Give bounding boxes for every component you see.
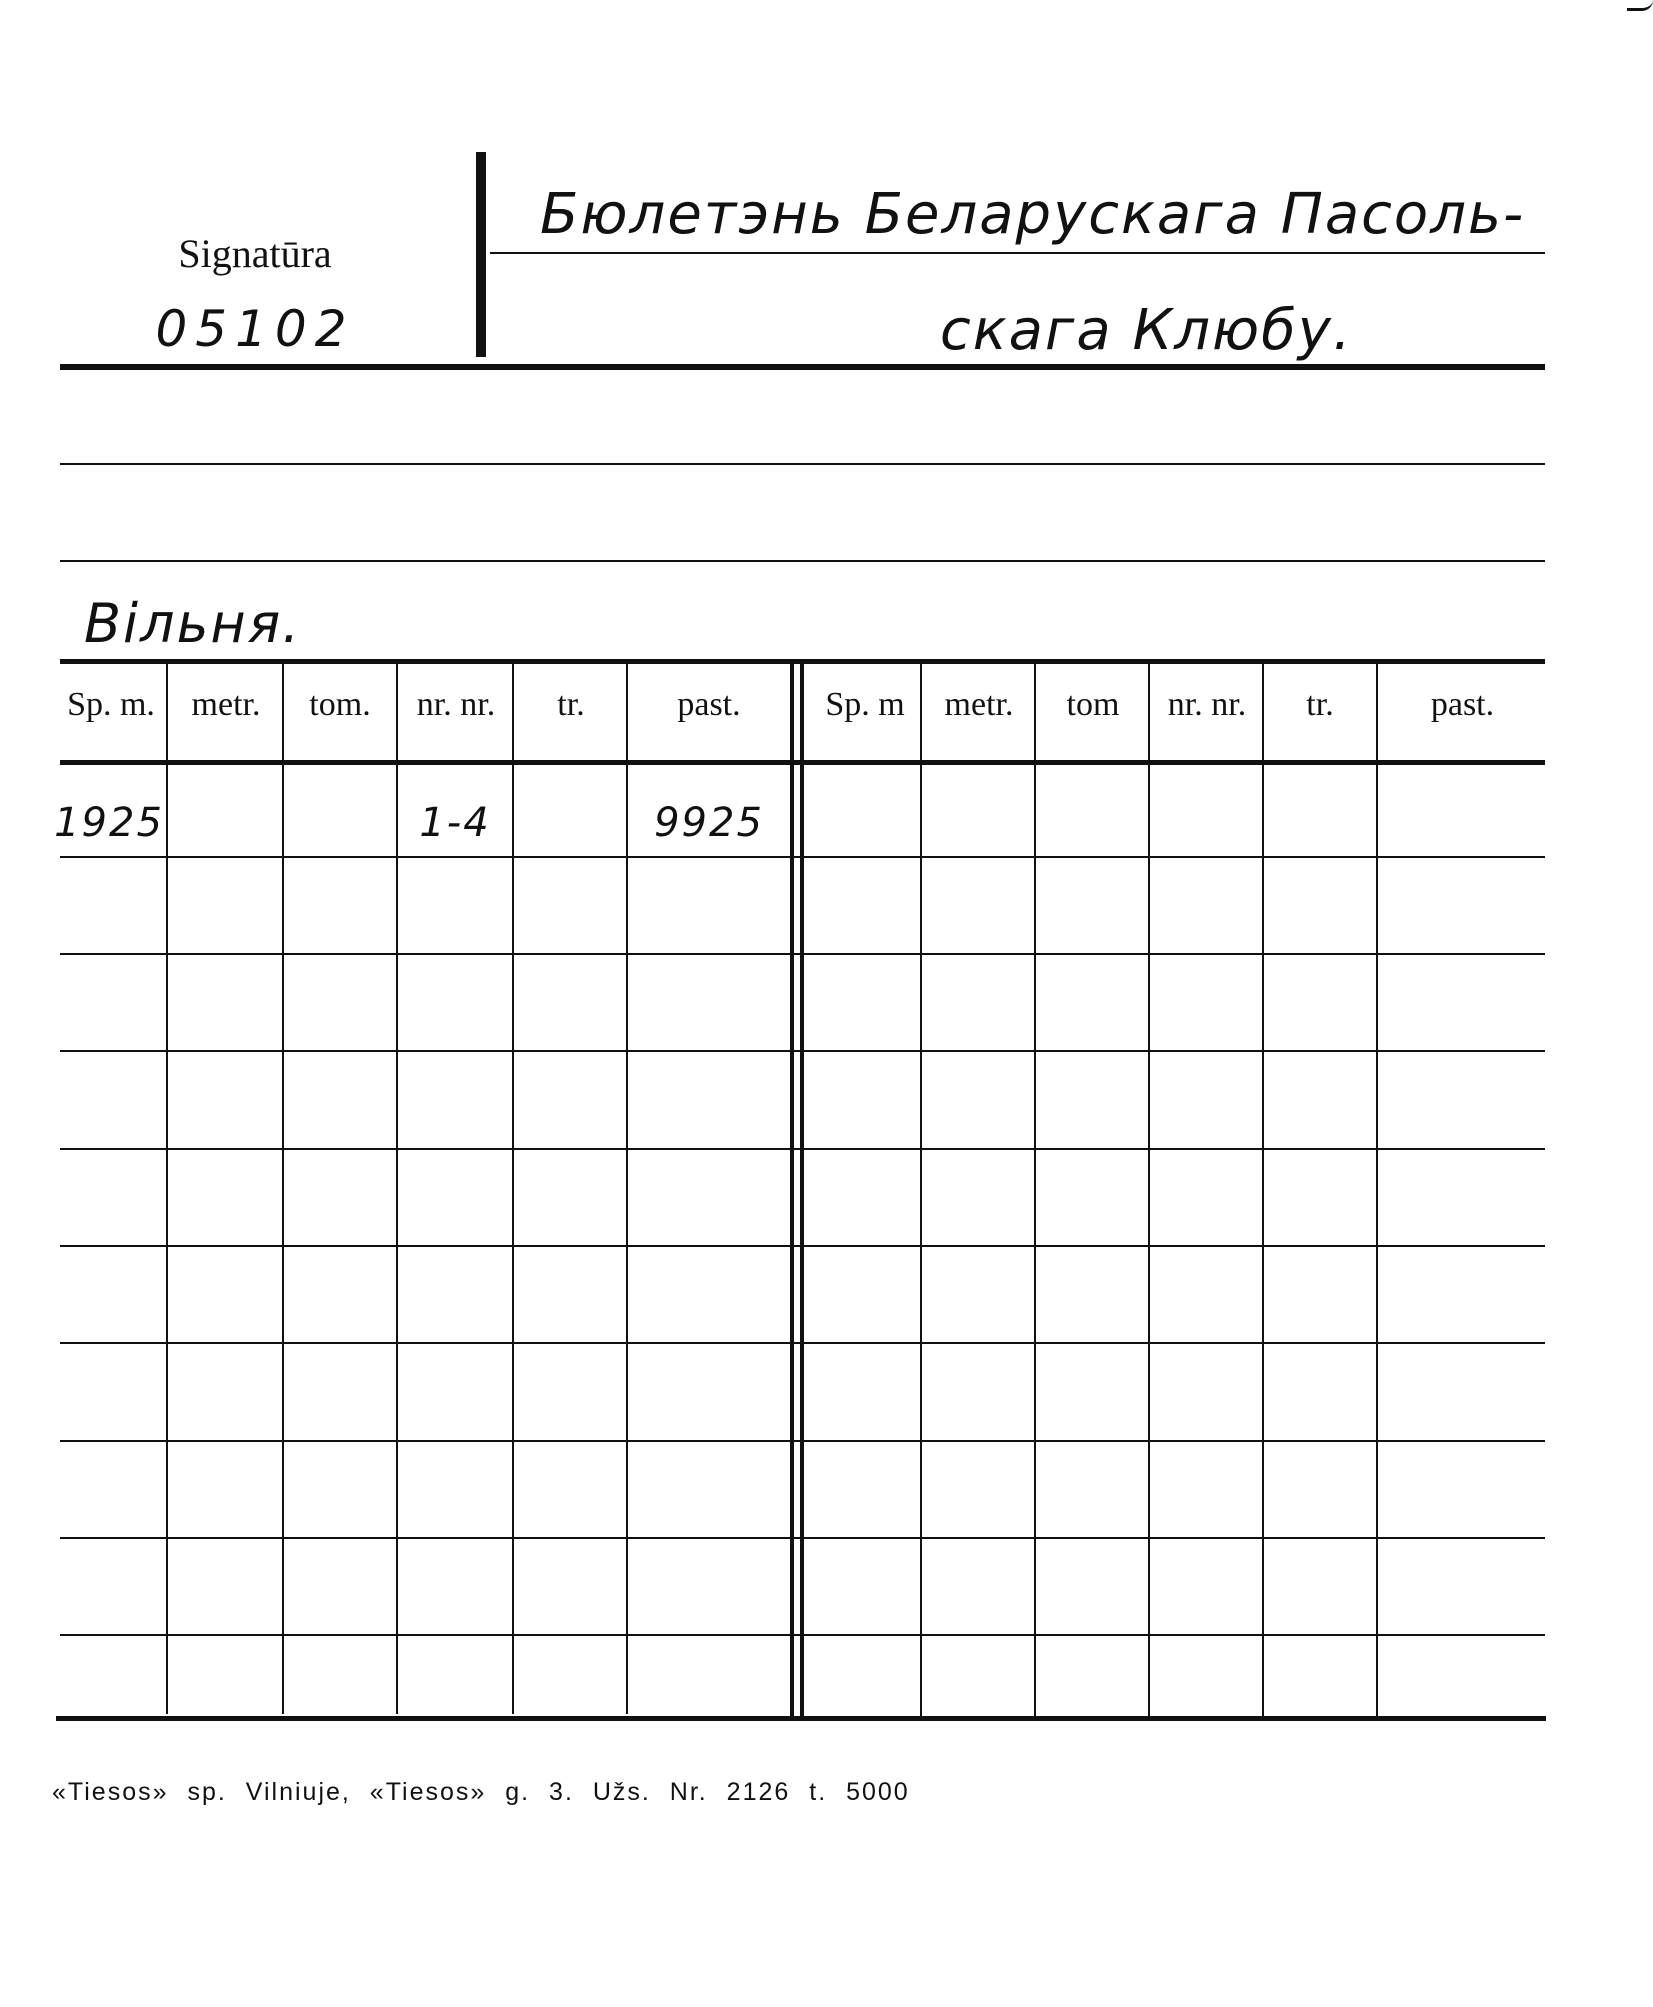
col-header-sp-m-2: Sp. m [825, 686, 905, 723]
table-row-rule [60, 1245, 1545, 1247]
header-rule [60, 364, 1545, 370]
col-header-sp-m: Sp. m. [67, 686, 155, 723]
table-row-rule [60, 856, 1545, 858]
col-header-tom-2: tom [1066, 686, 1120, 723]
title-underline [490, 252, 1545, 254]
col-header-nr-nr: nr. nr. [416, 686, 496, 723]
blank-rule-2 [60, 560, 1545, 562]
col-divider [512, 664, 514, 1714]
title-line-1: Бюлетэнь Беларускага Пасоль- [540, 182, 1526, 247]
cell-nr-nr: 1-4 [419, 800, 491, 846]
table-row-rule [60, 1634, 1545, 1636]
col-header-metr: metr. [191, 686, 261, 723]
table-bottom-rule [56, 1716, 1546, 1721]
header-divider [476, 152, 486, 357]
blank-rule-1 [60, 463, 1545, 465]
table-row-rule [60, 1050, 1545, 1052]
col-header-past-2: past. [1430, 686, 1495, 723]
col-divider [1262, 664, 1264, 1719]
col-divider [1034, 664, 1036, 1719]
cell-past: 9925 [654, 800, 764, 846]
table-row-rule [60, 953, 1545, 955]
card-corner-mark [1627, 0, 1653, 11]
table-center-divider [790, 664, 794, 1719]
cell-sp-m: 1925 [54, 800, 164, 846]
signature-value: 05102 [155, 300, 355, 358]
col-divider [920, 664, 922, 1719]
printer-imprint: «Tiesos» sp. Vilniuje, «Tiesos» g. 3. Užs. Nr. 2126 t. 5000 [52, 1778, 910, 1806]
col-divider [166, 664, 168, 1714]
col-divider [1376, 664, 1378, 1719]
col-divider [282, 664, 284, 1714]
place-name: Вільня. [84, 592, 302, 655]
table-row-rule [60, 1440, 1545, 1442]
col-header-metr-2: metr. [944, 686, 1014, 723]
col-header-tr: tr. [557, 686, 585, 723]
col-header-past: past. [677, 686, 741, 723]
table-row-rule [60, 1537, 1545, 1539]
table-row-rule [60, 1148, 1545, 1150]
col-divider [1148, 664, 1150, 1719]
table-center-divider [800, 664, 804, 1719]
col-header-tr-2: tr. [1306, 686, 1334, 723]
signature-label: Signatūra [178, 231, 332, 276]
col-header-nr-nr-2: nr. nr. [1167, 686, 1247, 723]
title-line-2: скага Клюбу. [940, 298, 1353, 363]
col-header-tom: tom. [309, 686, 371, 723]
table-row-rule [60, 1342, 1545, 1344]
